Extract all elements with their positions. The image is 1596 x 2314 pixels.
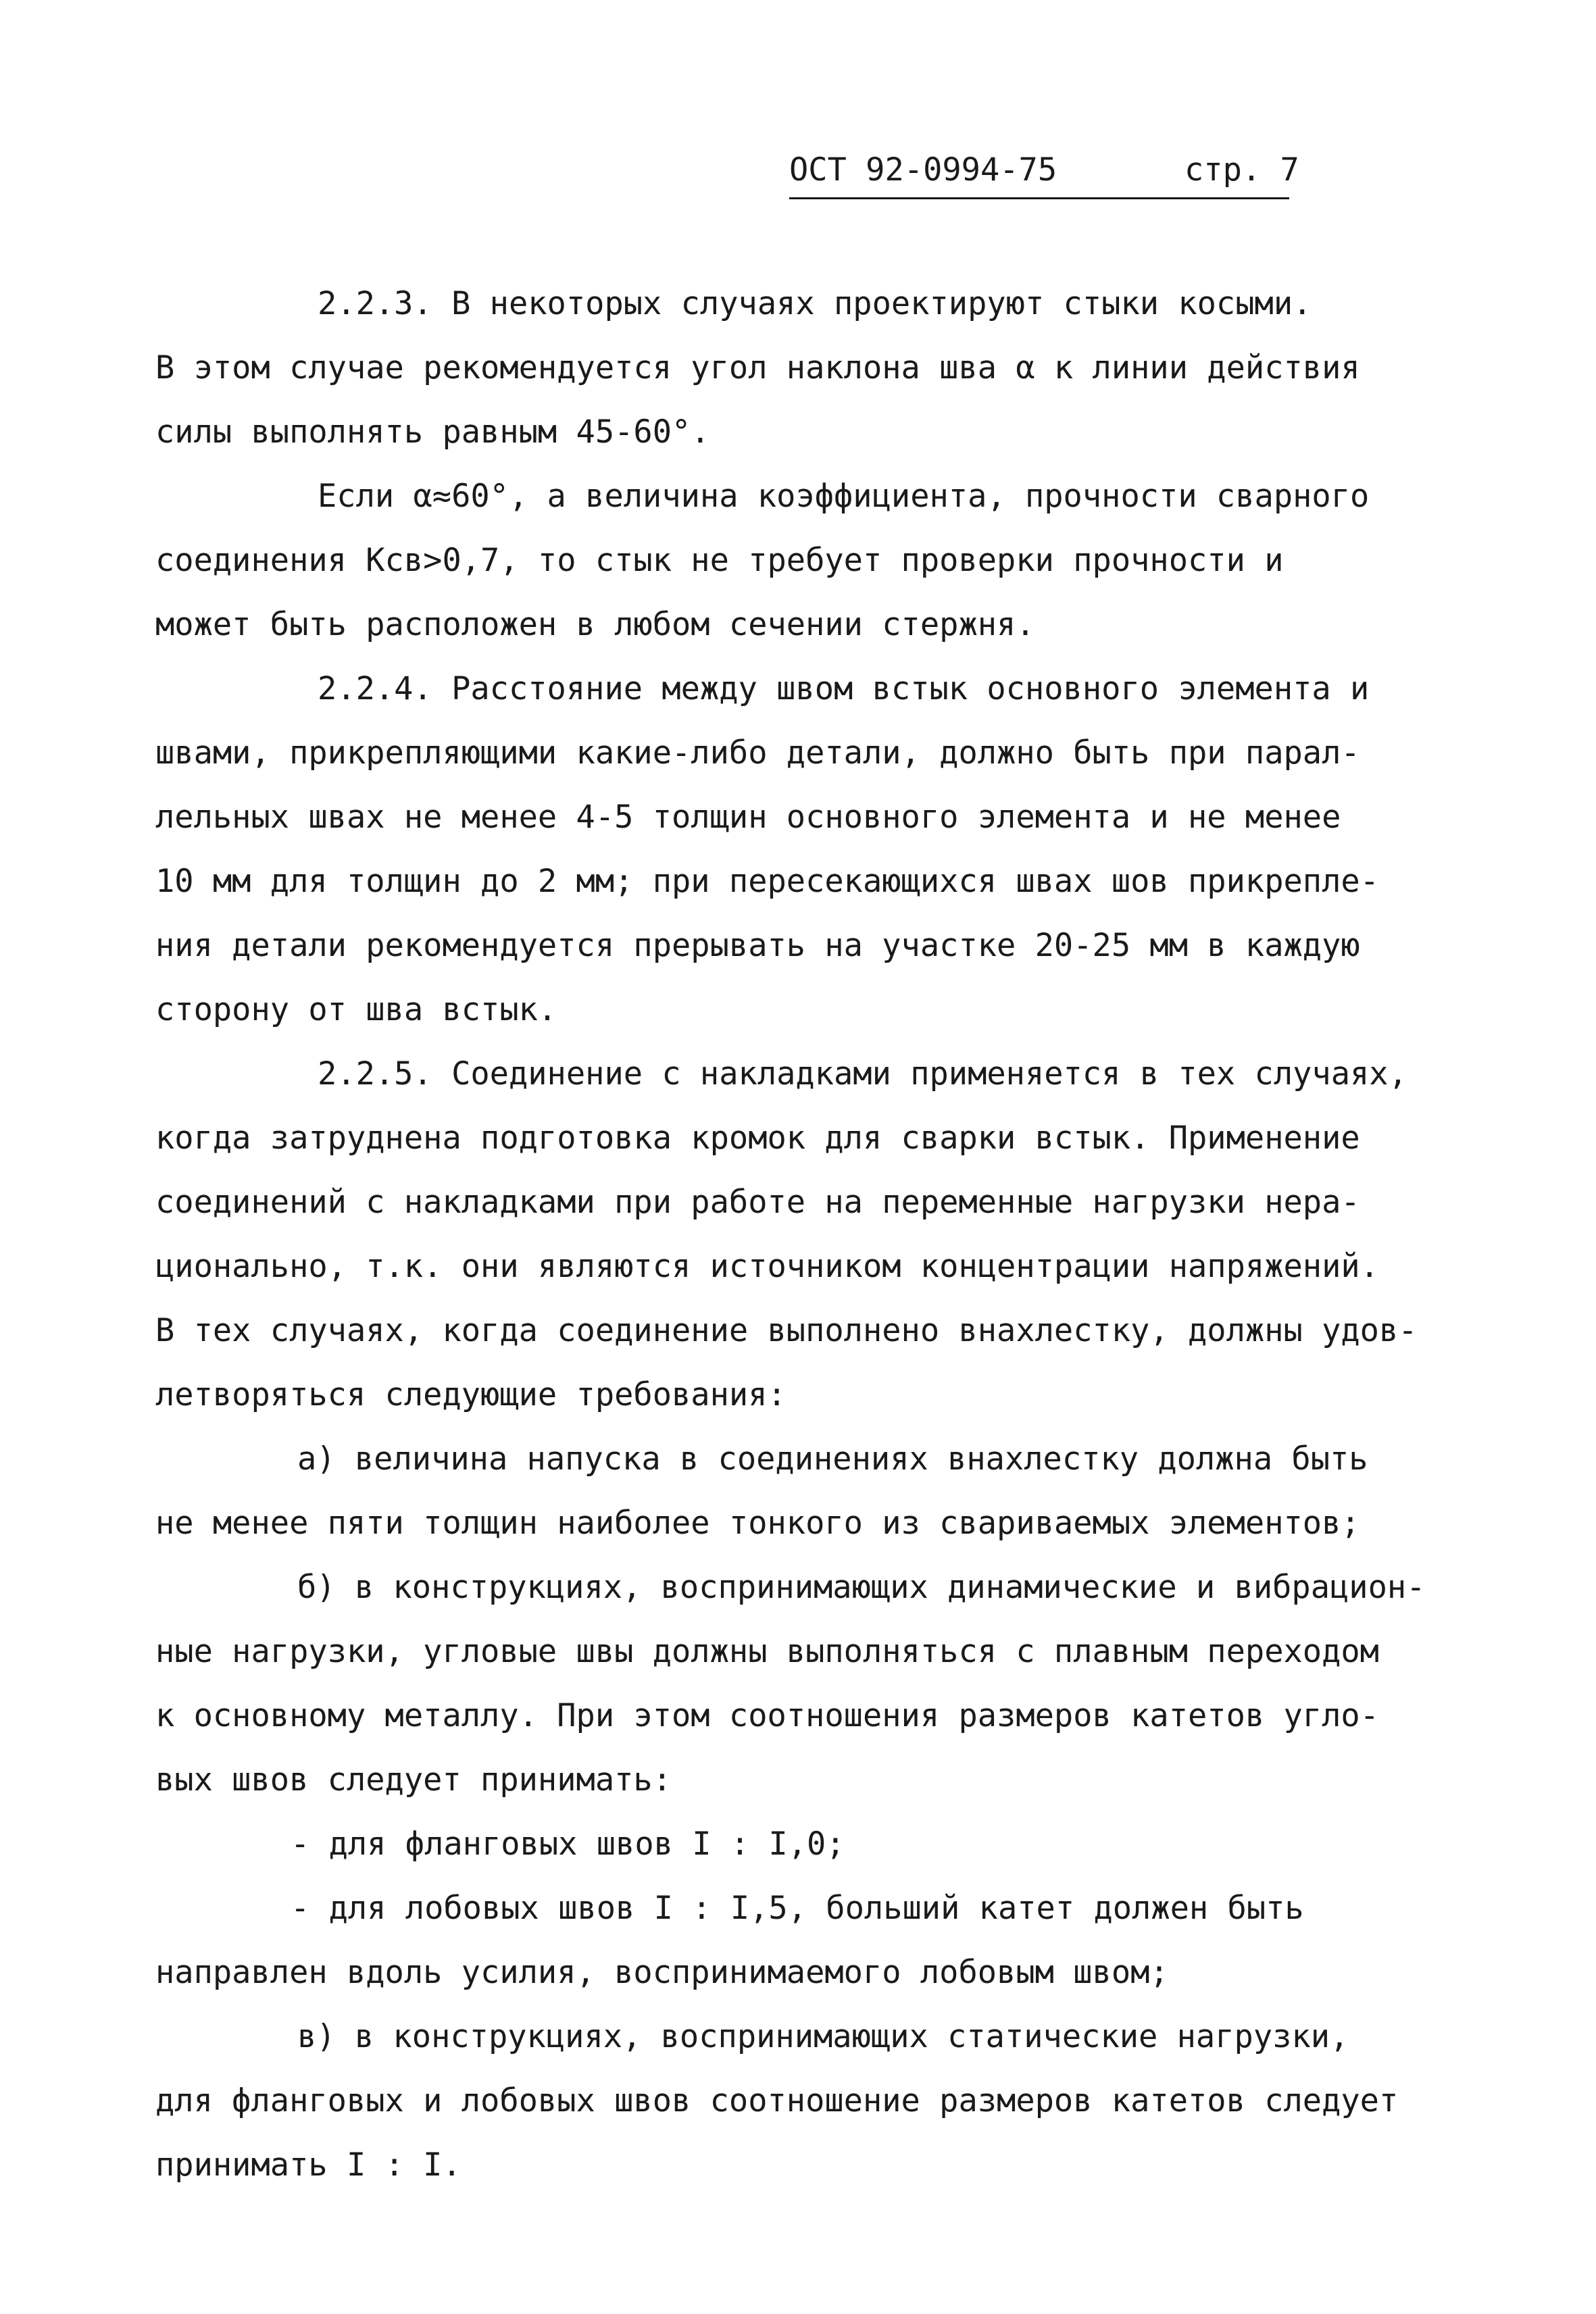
text-line: Если α≈60°, а величина коэффициента, прочности сварного: [318, 478, 1370, 515]
text-line: когда затруднена подготовка кромок для сварки встык. Применение: [155, 1120, 1360, 1157]
text-line: для фланговых и лобовых швов соотношение размеров катетов следует: [155, 2082, 1399, 2119]
text-line: 2.2.4. Расстояние между швом встык основного элемента и: [318, 670, 1370, 707]
text-line: ционально, т.к. они являются источником концентрации напряжений.: [155, 1248, 1379, 1285]
text-line: лельных швах не менее 4-5 толщин основного элемента и не менее: [155, 799, 1341, 836]
text-line: соединений с накладками при работе на переменные нагрузки нера-: [155, 1184, 1360, 1221]
text-line: принимать I : I.: [155, 2146, 462, 2184]
text-line: силы выполнять равным 45-60°.: [155, 413, 710, 451]
text-line: а) величина напуска в соединениях внахлестку должна быть: [297, 1440, 1368, 1478]
text-line: соединения Kсв>0,7, то стык не требует проверки прочности и: [155, 542, 1284, 579]
text-line: б) в конструкциях, воспринимающих динамические и вибрацион-: [297, 1569, 1426, 1606]
text-line: В этом случае рекомендуется угол наклона шва α к линии действия: [155, 349, 1360, 386]
header-underline: [789, 197, 1289, 199]
document-code: ОСТ 92-0994-75: [789, 151, 1057, 188]
text-line: направлен вдоль усилия, воспринимаемого лобовым швом;: [155, 1954, 1169, 1991]
page-number: стр. 7: [1184, 151, 1299, 188]
text-line: может быть расположен в любом сечении стержня.: [155, 606, 1035, 643]
text-line: В тех случаях, когда соединение выполнено внахлестку, должны удов-: [155, 1312, 1418, 1349]
text-line: ные нагрузки, угловые швы должны выполняться с плавным переходом: [155, 1633, 1379, 1670]
text-line: - для фланговых швов I : I,0;: [291, 1826, 845, 1863]
text-line: ния детали рекомендуется прерывать на участке 20-25 мм в каждую: [155, 927, 1360, 964]
text-line: сторону от шва встык.: [155, 991, 557, 1028]
text-line: вых швов следует принимать:: [155, 1761, 672, 1799]
text-line: - для лобовых швов I : I,5, больший катет должен быть: [291, 1890, 1304, 1927]
text-line: в) в конструкциях, воспринимающих статические нагрузки,: [297, 2018, 1349, 2055]
text-line: 2.2.3. В некоторых случаях проектируют стыки косыми.: [318, 285, 1312, 322]
text-line: 2.2.5. Соединение с накладками применяется в тех случаях,: [318, 1055, 1407, 1092]
text-line: летворяться следующие требования:: [155, 1376, 787, 1413]
page-header: [789, 149, 1303, 192]
document-body: [155, 272, 1453, 2197]
text-line: швами, прикрепляющими какие-либо детали, должно быть при парал-: [155, 734, 1360, 772]
text-line: к основному металлу. При этом соотношения размеров катетов угло-: [155, 1697, 1379, 1734]
text-line: не менее пяти толщин наиболее тонкого из свариваемых элементов;: [155, 1505, 1360, 1542]
text-line: 10 мм для толщин до 2 мм; при пересекающихся швах шов прикрепле-: [155, 863, 1379, 900]
